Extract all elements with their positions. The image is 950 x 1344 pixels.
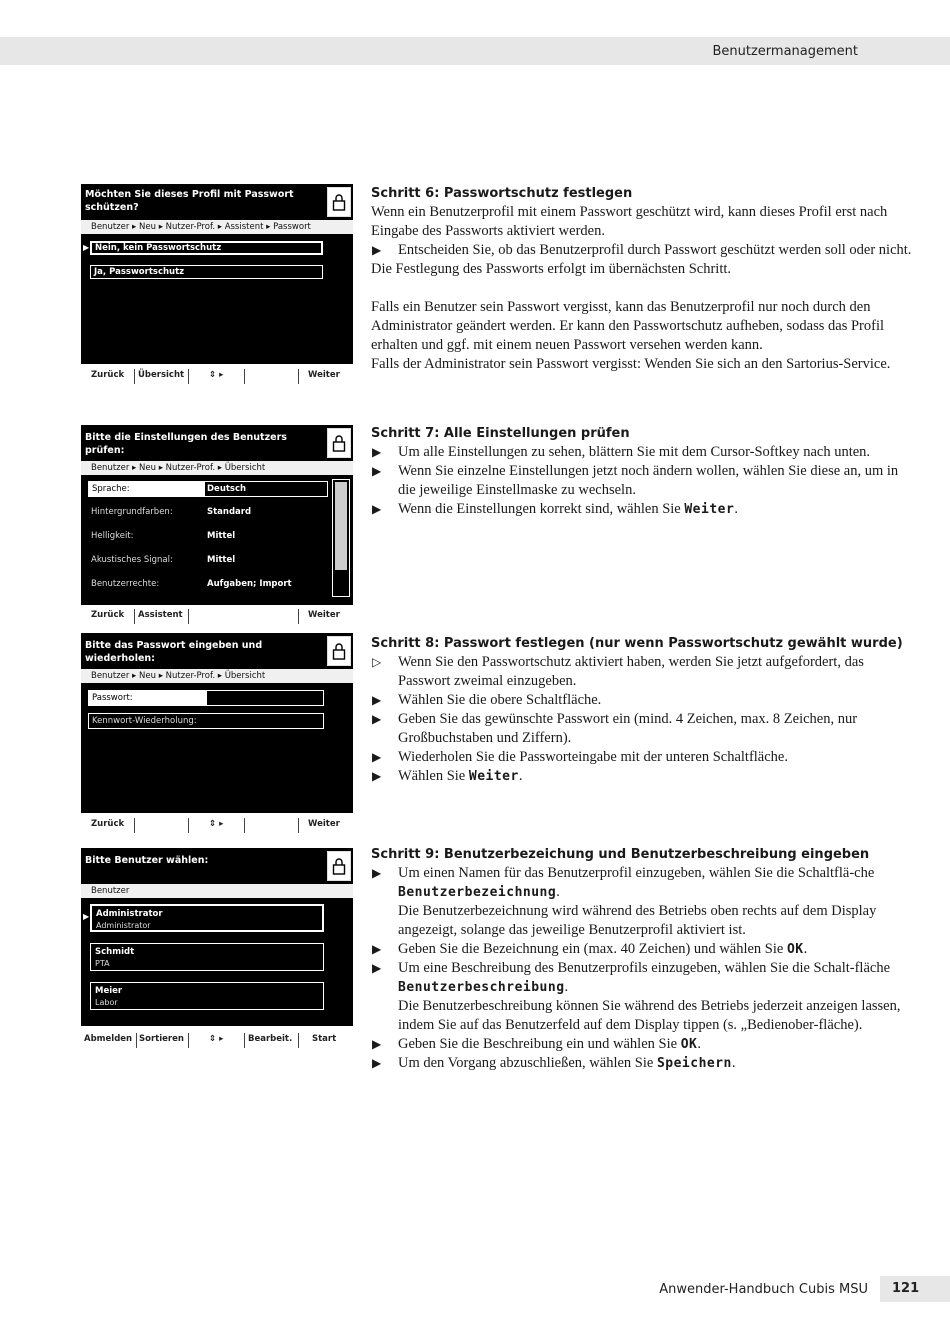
punctuation: . — [556, 884, 560, 900]
step7-section — [371, 424, 916, 519]
softkey-divider — [188, 369, 189, 384]
step-title: Schritt 8: Passwort festlegen (nur wenn Passwortschutz gewählt wurde) — [371, 636, 903, 651]
instruction-text: Um eine Beschreibung des Benutzerprofils einzugeben, wählen Sie die Schalt-fläche — [398, 960, 891, 976]
back-softkey[interactable]: Zurück — [91, 819, 125, 829]
triangle-right-icon: ▶ — [372, 942, 382, 956]
instruction-item — [371, 864, 916, 940]
screen-title: Bitte das Passwort eingeben und wiederholen: — [85, 640, 263, 664]
softkey-bar — [81, 818, 353, 834]
sort-softkey[interactable]: Sortieren — [139, 1034, 184, 1044]
softkey-divider — [134, 818, 135, 833]
softkey-bar — [81, 609, 353, 625]
softkey-divider — [244, 1033, 245, 1048]
instruction-item — [371, 710, 916, 748]
softkey-divider — [298, 818, 299, 833]
next-softkey[interactable]: Weiter — [308, 610, 340, 620]
screen-title: Bitte die Einstellungen des Benutzers prüfen: — [85, 432, 287, 456]
softkey-divider — [134, 609, 135, 624]
logout-softkey[interactable]: Abmelden — [84, 1034, 133, 1044]
option-no-password[interactable]: Nein, kein Passwortschutz — [90, 241, 323, 255]
softkey-divider — [136, 1033, 137, 1048]
softkey-divider — [298, 1033, 299, 1048]
cursor-softkey[interactable]: ⇕ ▸ — [209, 819, 224, 829]
triangle-right-icon: ▶ — [372, 1037, 382, 1051]
instruction-text: Geben Sie die Beschreibung ein und wählen Sie — [398, 1036, 681, 1052]
instruction-text: Wenn Sie einzelne Einstellungen jetzt noch ändern wollen, wählen Sie diese an, um in die jeweilige Einstellmaske zu wechseln. — [398, 463, 899, 498]
punctuation: . — [697, 1036, 701, 1052]
instruction-text: Wählen Sie die obere Schaltfläche. — [398, 692, 602, 708]
softkey-bar — [81, 1033, 353, 1049]
password-repeat-field[interactable] — [88, 713, 324, 729]
button-reference: OK — [680, 1037, 698, 1052]
triangle-right-icon: ▶ — [83, 243, 90, 252]
settings-value[interactable]: Aufgaben; Import — [207, 579, 292, 589]
option-password[interactable]: Ja, Passwortschutz — [90, 265, 323, 279]
user-name: Administrator — [96, 909, 163, 919]
instruction-item — [371, 500, 916, 519]
triangle-right-icon: ▶ — [83, 912, 90, 921]
triangle-right-icon: ▶ — [372, 445, 382, 459]
punctuation: . — [518, 768, 523, 784]
instruction-item — [371, 653, 916, 691]
instruction-item — [371, 940, 916, 959]
instruction-item — [371, 748, 916, 767]
lock-icon[interactable] — [327, 851, 351, 881]
triangle-right-icon: ▶ — [372, 866, 382, 880]
user-name: Meier — [95, 986, 123, 996]
instruction-text: Um den Vorgang abzuschließen, wählen Sie — [398, 1055, 657, 1071]
breadcrumb: Benutzer ▸ Neu ▸ Nutzer-Prof. ▸ Übersicht — [81, 669, 353, 683]
instruction-item — [371, 959, 916, 1035]
password-field[interactable] — [88, 690, 324, 706]
softkey-divider — [298, 609, 299, 624]
outline-triangle-right-icon: ▷ — [372, 655, 382, 669]
user-description: PTA — [95, 959, 110, 968]
cursor-softkey[interactable]: ⇕ ▸ — [209, 1034, 224, 1044]
password-label: Passwort: — [89, 691, 207, 705]
instruction-item — [371, 767, 916, 786]
instruction-text: Wenn Sie den Passwortschutz aktiviert haben, werden Sie jetzt aufgefordert, das Passwort zweimal einzugeben. — [398, 654, 864, 689]
section-title: Benutzermanagement — [712, 44, 858, 59]
instruction-item — [371, 1035, 916, 1054]
triangle-right-icon: ▶ — [372, 769, 382, 783]
button-reference: Speichern — [656, 1056, 732, 1071]
screen-step9 — [81, 848, 353, 1026]
instruction-note: Die Benutzerbezeichnung wird während des Betriebs oben rechts auf dem Display angezeigt, solange das jeweilige Benutzerprofil aktiviert ist. — [398, 903, 877, 938]
softkey-divider — [188, 818, 189, 833]
triangle-right-icon: ▶ — [372, 502, 382, 516]
assistant-softkey[interactable]: Assistent — [138, 610, 183, 620]
instruction-text: Entscheiden Sie, ob das Benutzerprofil durch Passwort geschützt werden soll oder nicht. — [398, 242, 912, 258]
instruction-item — [371, 443, 916, 462]
paragraph: Die Festlegung des Passworts erfolgt im übernächsten Schritt. — [371, 261, 732, 277]
user-description: Labor — [95, 998, 118, 1007]
punctuation: . — [734, 501, 738, 517]
page-number-box — [880, 1276, 950, 1302]
breadcrumb: Benutzer ▸ Neu ▸ Nutzer-Prof. ▸ Assistent ▸ Passwort — [81, 220, 353, 234]
next-softkey[interactable]: Weiter — [308, 370, 340, 380]
instruction-item — [371, 691, 916, 710]
screen-step8 — [81, 633, 353, 813]
softkey-divider — [244, 818, 245, 833]
settings-value[interactable]: Mittel — [207, 555, 236, 565]
screen-step6 — [81, 184, 353, 364]
breadcrumb: Benutzer ▸ Neu ▸ Nutzer-Prof. ▸ Übersicht — [81, 461, 353, 475]
softkey-reference: Weiter — [468, 769, 519, 784]
back-softkey[interactable]: Zurück — [91, 370, 125, 380]
manual-title: Anwender-Handbuch Cubis MSU — [659, 1282, 868, 1297]
password-repeat-label: Kennwort-Wiederholung: — [92, 716, 197, 726]
back-softkey[interactable]: Zurück — [91, 610, 125, 620]
button-reference: Benutzerbezeichnung — [398, 885, 557, 900]
punctuation: . — [731, 1055, 736, 1071]
step-title: Schritt 7: Alle Einstellungen prüfen — [371, 426, 630, 441]
start-softkey[interactable]: Start — [312, 1034, 337, 1044]
triangle-right-icon: ▶ — [372, 243, 382, 257]
instruction-text: Wenn die Einstellungen korrekt sind, wählen Sie — [398, 501, 685, 517]
step6-section — [371, 184, 916, 374]
lock-icon[interactable] — [327, 636, 351, 666]
step-title: Schritt 6: Passwortschutz festlegen — [371, 186, 633, 201]
settings-label: Akustisches Signal: — [91, 555, 173, 565]
header-bar — [0, 37, 950, 65]
screen-step7 — [81, 425, 353, 605]
page-number: 121 — [892, 1281, 920, 1296]
lock-icon[interactable] — [327, 187, 351, 217]
settings-label: Hintergrundfarben: — [91, 507, 173, 517]
user-item-meier[interactable] — [90, 982, 324, 1010]
softkey-divider — [188, 609, 189, 624]
triangle-right-icon: ▶ — [372, 464, 382, 478]
triangle-right-icon: ▶ — [372, 1056, 382, 1070]
screen-title: Bitte Benutzer wählen: — [85, 855, 209, 866]
softkey-divider — [298, 369, 299, 384]
paragraph: Falls der Administrator sein Passwort vergisst: Wenden Sie sich an den Sartorius-Service. — [371, 356, 891, 372]
settings-label: Benutzerrechte: — [91, 579, 160, 589]
step8-section — [371, 634, 916, 786]
triangle-right-icon: ▶ — [372, 961, 382, 975]
instruction-note: Die Benutzerbeschreibung können Sie während des Betriebs jederzeit anzeigen lassen, indem Sie auf das Benutzerfeld auf dem Display tippen (s. „Bedienober-fläche). — [398, 998, 901, 1033]
user-item-administrator[interactable] — [90, 904, 324, 932]
user-name: Schmidt — [95, 947, 135, 957]
softkey-bar — [81, 369, 353, 385]
softkey-divider — [188, 1033, 189, 1048]
instruction-text: Um einen Namen für das Benutzerprofil einzugeben, wählen Sie die Schaltflä-che — [398, 865, 875, 881]
instruction-item — [371, 462, 916, 500]
cursor-softkey[interactable]: ⇕ ▸ — [209, 370, 224, 380]
settings-row-selected[interactable] — [88, 481, 328, 497]
punctuation: . — [564, 979, 569, 995]
step-title: Schritt 9: Benutzerbezeichung und Benutzerbeschreibung eingeben — [371, 847, 870, 862]
settings-label: Helligkeit: — [91, 531, 134, 541]
instruction-text: Wiederholen Sie die Passworteingabe mit der unteren Schaltfläche. — [398, 749, 788, 765]
edit-softkey[interactable]: Bearbeit. — [248, 1034, 293, 1044]
punctuation: . — [803, 941, 808, 957]
instruction-text: Wählen Sie — [398, 768, 469, 784]
settings-value[interactable]: Mittel — [207, 531, 236, 541]
settings-value: Deutsch — [207, 484, 247, 494]
triangle-right-icon: ▶ — [372, 712, 382, 726]
lock-icon[interactable] — [327, 428, 351, 458]
instruction-item — [371, 241, 916, 260]
settings-label: Sprache: — [89, 482, 205, 496]
user-description: Administrator — [96, 921, 151, 930]
next-softkey[interactable]: Weiter — [308, 819, 340, 829]
softkey-divider — [244, 369, 245, 384]
user-item-schmidt[interactable] — [90, 943, 324, 971]
scrollbar[interactable] — [332, 479, 350, 597]
paragraph: Falls ein Benutzer sein Passwort vergisst, kann das Benutzerprofil nur noch durch den Administrator geändert werden. Er kann den Passwortschutz aufheben, sodass das Profil erhalten und ggf. mit einem neuen Passwort versehen werden kann. — [371, 299, 885, 353]
screen-title: Möchten Sie dieses Profil mit Passwort schützen? — [85, 189, 294, 213]
scrollbar-thumb[interactable] — [335, 482, 347, 570]
triangle-right-icon: ▶ — [372, 693, 382, 707]
softkey-divider — [134, 369, 135, 384]
step9-section — [371, 845, 916, 1073]
instruction-text: Um alle Einstellungen zu sehen, blättern Sie mit dem Cursor-Softkey nach unten. — [398, 444, 871, 460]
softkey-reference: Weiter — [684, 502, 735, 517]
breadcrumb: Benutzer — [81, 884, 353, 898]
overview-softkey[interactable]: Übersicht — [138, 370, 185, 380]
instruction-text: Geben Sie die Bezeichnung ein (max. 40 Zeichen) und wählen Sie — [398, 941, 787, 957]
triangle-right-icon: ▶ — [372, 750, 382, 764]
paragraph: Wenn ein Benutzerprofil mit einem Passwort geschützt wird, kann dieses Profil erst nach Eingabe des Passworts aktiviert werden. — [371, 204, 888, 239]
button-reference: OK — [786, 942, 804, 957]
instruction-text: Geben Sie das gewünschte Passwort ein (mind. 4 Zeichen, max. 8 Zeichen, nur Großbuchstaben und Ziffern). — [398, 711, 858, 746]
button-reference: Benutzerbeschreibung — [398, 980, 565, 995]
settings-value[interactable]: Standard — [207, 507, 252, 517]
instruction-item — [371, 1054, 916, 1073]
